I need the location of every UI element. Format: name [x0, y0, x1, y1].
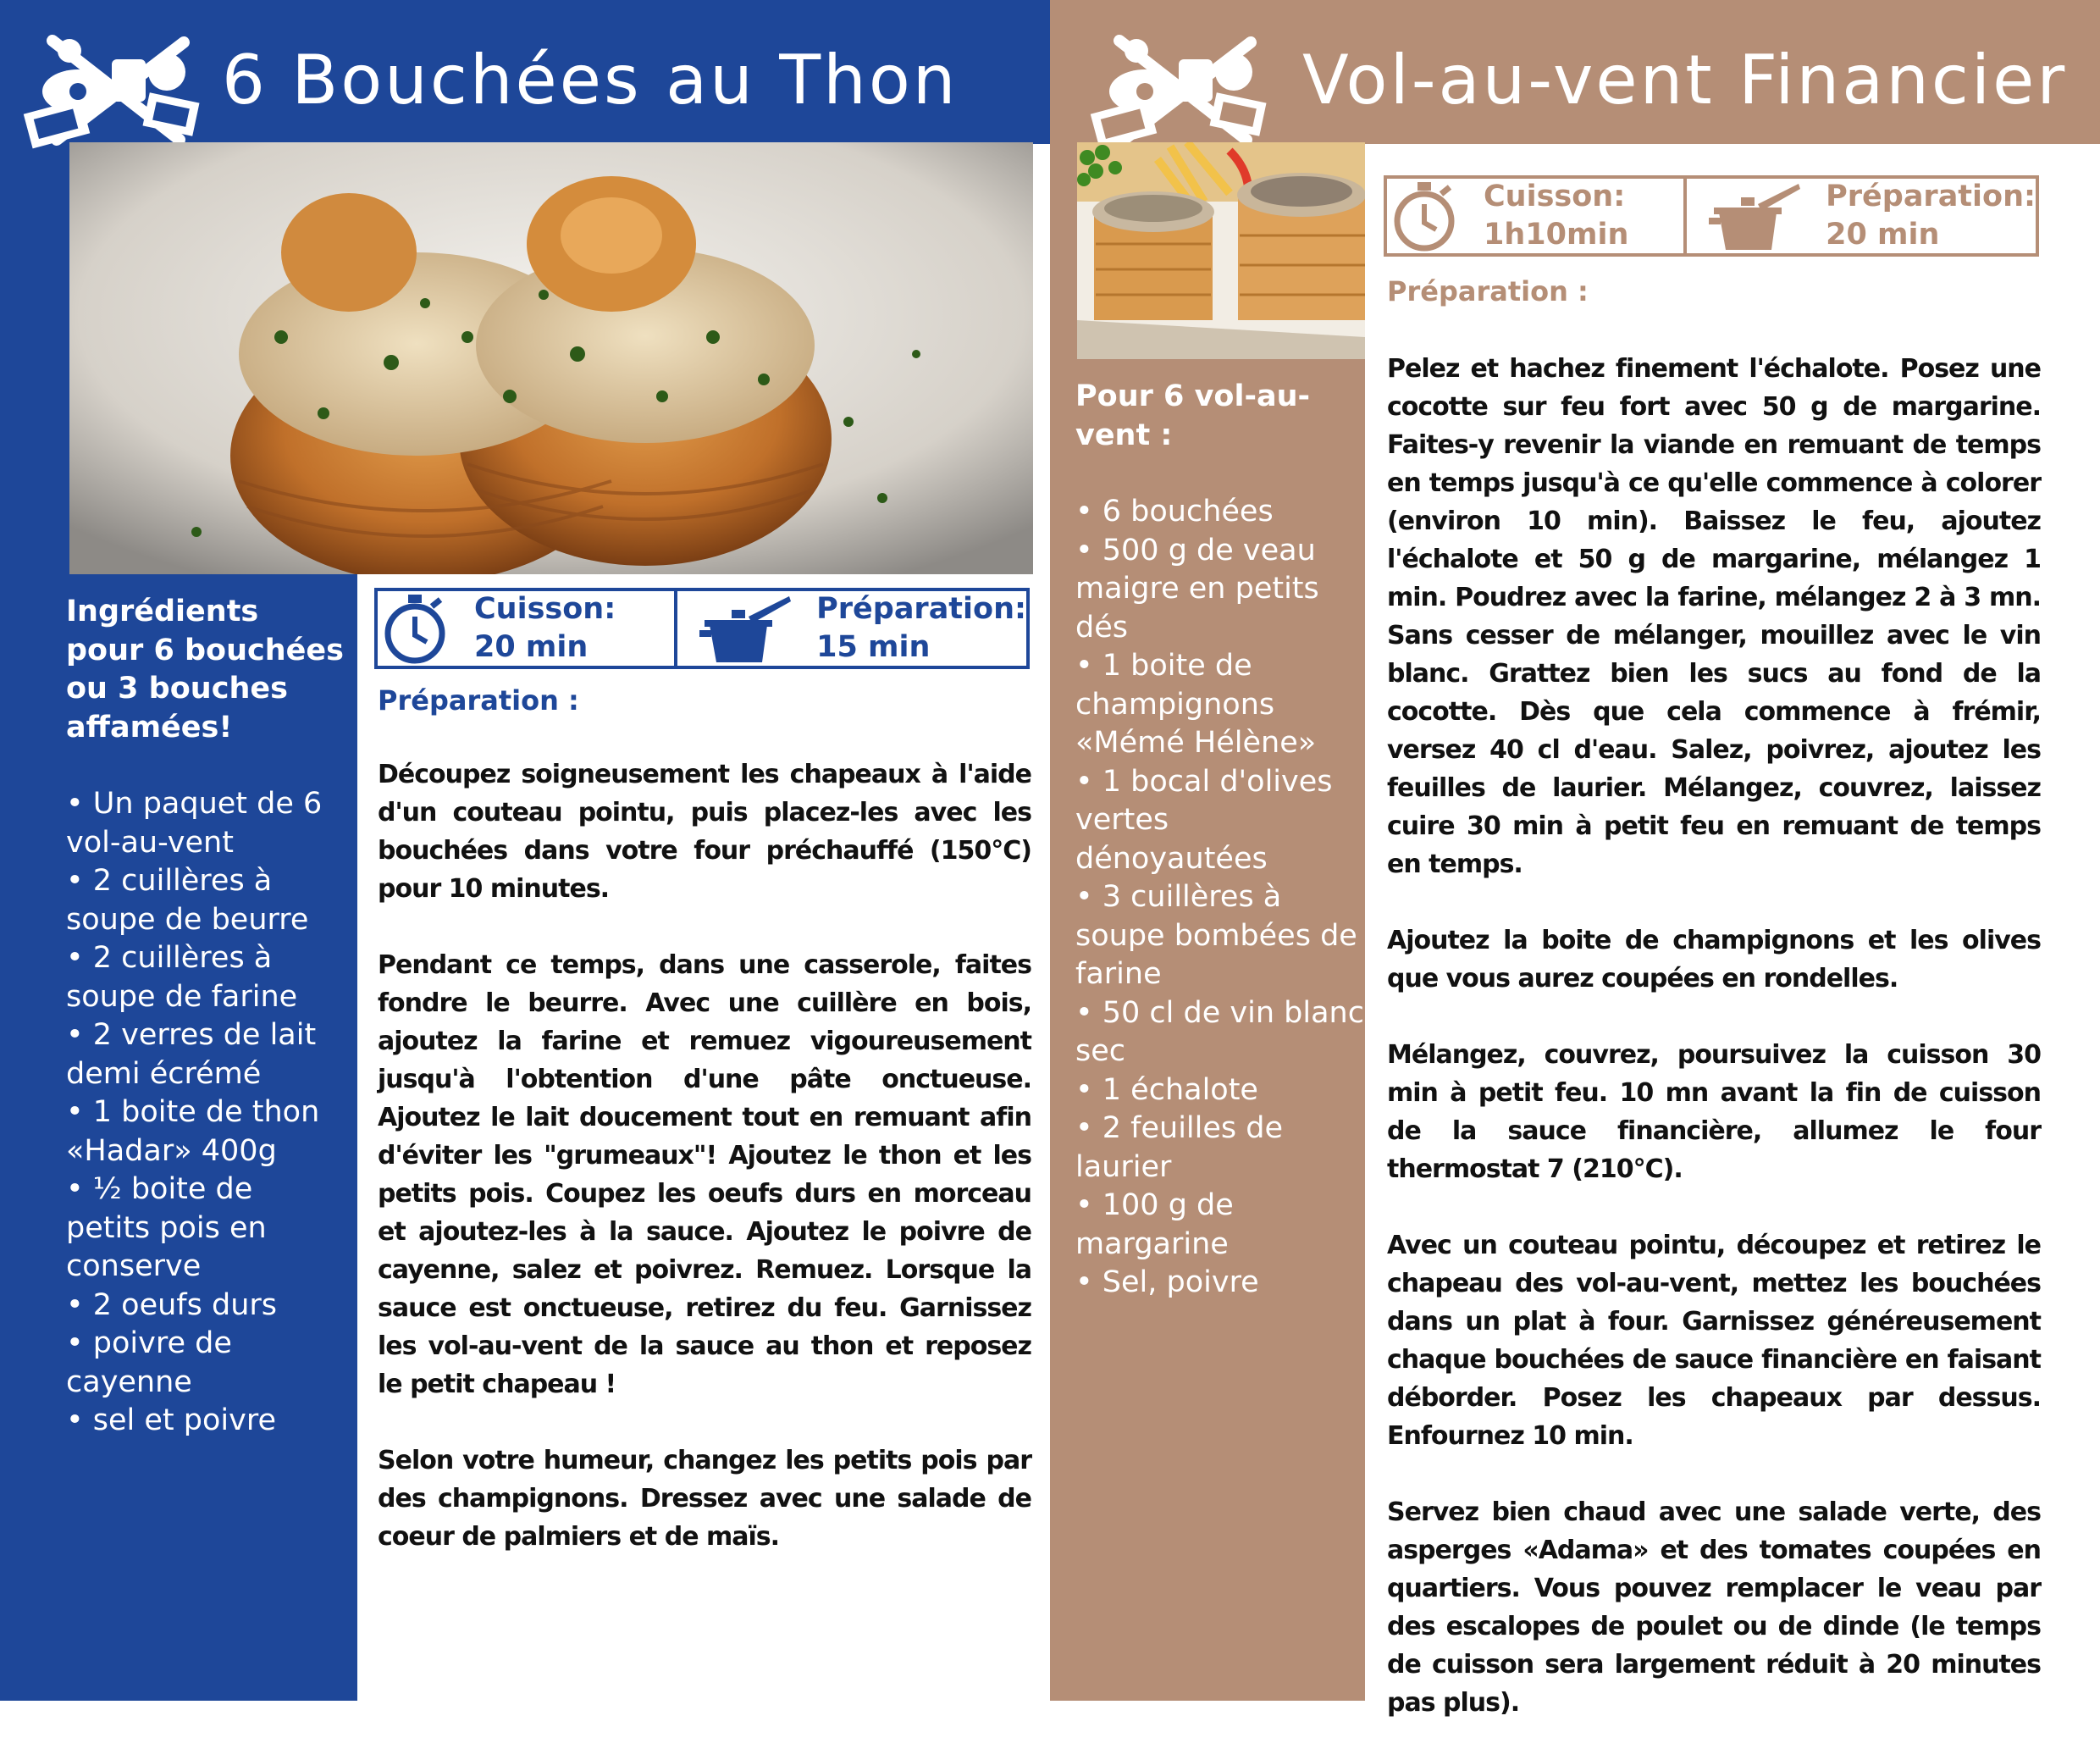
ingredient-item: • Sel, poivre — [1075, 1265, 1259, 1299]
ingredient-item: • poivre de cayenne — [66, 1326, 232, 1399]
cooking-pot-icon — [1707, 179, 1802, 253]
kitchen-logo-icon — [19, 25, 213, 152]
step-paragraph: Découpez soigneusement les chapeaux à l'aide d'un couteau pointu, puis placez-les avec les bouchées dans votre four préchauffé (150°C) pour 10 minutes. — [378, 760, 1031, 904]
left-time-box — [374, 588, 1030, 669]
cooking-time-cell — [1387, 179, 1683, 253]
cooking-label: Cuisson: — [1484, 180, 1626, 213]
prep-label: Préparation: — [1826, 180, 2036, 213]
prep-time: 15 min — [816, 630, 931, 664]
step-paragraph: Avec un couteau pointu, découpez et retirez le chapeau des vol-au-vent, mettez les bouchées dans un plat à four. Garnissez généreusement chaque bouchées de sauce financière en faisant déborder. Posez les chapeaux par dessus. Enfournez 10 min. — [1387, 1231, 2041, 1451]
ingredient-item: • 2 cuillères à soupe de farine — [66, 941, 298, 1014]
ingredient-item: • Un paquet de 6 vol-au-vent — [66, 787, 323, 860]
prep-time: 20 min — [1826, 218, 1940, 252]
left-recipe-title: 6 Bouchées au Thon — [222, 41, 959, 119]
ingredient-item: • 2 feuilles de laurier — [1075, 1111, 1284, 1184]
right-time-box — [1384, 175, 2039, 257]
preparation-heading: Préparation : — [378, 684, 579, 717]
ingredient-item: • 1 bocal d'olives vertes dénoyautées — [1075, 764, 1333, 876]
right-preparation-steps — [1387, 350, 2041, 1760]
cooking-time-cell — [378, 591, 674, 666]
stopwatch-icon — [1389, 179, 1465, 253]
ingredient-item: • 100 g de margarine — [1075, 1188, 1234, 1261]
preparation-heading: Préparation : — [1387, 275, 1589, 307]
ingredient-item: • 2 cuillères à soupe de beurre — [66, 864, 309, 937]
cooking-pot-icon — [698, 591, 793, 666]
step-paragraph: Pelez et hachez finement l'échalote. Posez une cocotte sur feu fort avec 50 g de margarine. Faites-y revenir la viande en remuant de temps en temps jusqu'à ce qu'elle commence à colorer (environ 10 min). Baissez le feu, ajoutez l'échalote et 50 g de margarine, mélangez 1 min. Poudrez avec la farine, mélangez 2 à 3 mn. Sans cesser de mélanger, mouillez avec le vin blanc. Grattez bien les sucs au fond de la cocotte. Dès que cela commence à frémir, versez 40 cl d'eau. Salez, poivrez, ajoutez les feuilles de laurier. Mélangez, couvrez, laissez cuire 30 min à petit feu en remuant de temps en temps. — [1387, 354, 2041, 879]
ingredient-item: • ½ boite de petits pois en conserve — [66, 1172, 267, 1283]
left-ingredients — [66, 593, 345, 1441]
prep-time-cell — [674, 591, 1026, 666]
ingredient-item: • 2 oeufs durs — [66, 1287, 277, 1322]
cooking-time: 1h10min — [1484, 218, 1629, 252]
stopwatch-icon — [379, 591, 456, 666]
right-recipe-title: Vol-au-vent Financier — [1302, 41, 2068, 119]
ingredients-heading: Ingrédients pour 6 bouchées ou 3 bouches affamées! — [66, 595, 344, 744]
prep-label: Préparation: — [816, 592, 1026, 626]
ingredient-item: • sel et poivre — [66, 1403, 276, 1437]
ingredients-heading: Pour 6 vol-au-vent : — [1075, 379, 1311, 452]
bouchees-thon-photo — [69, 142, 1033, 574]
prep-time-cell — [1683, 179, 2036, 253]
ingredient-item: • 1 boite de thon «Hadar» 400g — [66, 1095, 320, 1168]
ingredient-item: • 50 cl de vin blanc sec — [1075, 995, 1364, 1068]
cooking-label: Cuisson: — [474, 592, 616, 626]
ingredient-item: • 1 boite de champignons «Mémé Hélène» — [1075, 649, 1317, 760]
vol-au-vent-photo — [1077, 142, 1365, 359]
ingredient-item: • 3 cuillères à soupe bombées de farine — [1075, 880, 1357, 991]
ingredient-item: • 500 g de veau maigre en petits dés — [1075, 533, 1319, 645]
step-paragraph: Selon votre humeur, changez les petits pois par des champignons. Dressez avec une salade de coeur de palmiers et de maïs. — [378, 1446, 1031, 1552]
ingredient-item: • 1 échalote — [1075, 1072, 1258, 1107]
ingredient-item: • 6 bouchées — [1075, 495, 1274, 529]
left-preparation-steps — [378, 755, 1031, 1594]
right-ingredients — [1075, 378, 1365, 1303]
kitchen-logo-icon — [1086, 25, 1280, 152]
cooking-time: 20 min — [474, 630, 589, 664]
step-paragraph: Pendant ce temps, dans une casserole, faites fondre le beurre. Avec une cuillère en bois, ajoutez la farine et remuez vigoureusement jusqu'à l'obtention d'une pâte onctueuse. Ajoutez le lait doucement tout en remuant afin d'éviter les "grumeaux"! Ajoutez le thon et les petits pois. Coupez les oeufs durs en morceau et ajoutez-les à la sauce. Ajoutez le poivre de cayenne, salez et poivrez. Remuez. Lorsque la sauce est onctueuse, retirez du feu. Garnissez les vol-au-vent de la sauce au thon et reposez le petit chapeau ! — [378, 950, 1031, 1399]
step-paragraph: Ajoutez la boite de champignons et les olives que vous aurez coupées en rondelles. — [1387, 926, 2041, 993]
ingredient-item: • 2 verres de lait demi écrémé — [66, 1018, 317, 1091]
step-paragraph: Servez bien chaud avec une salade verte, des asperges «Adama» et des tomates coupées en quartiers. Vous pouvez remplacer le veau par des escalopes de poulet ou de dinde (le temps de cuisson sera largement réduit à 20 minutes pas plus). — [1387, 1497, 2041, 1718]
step-paragraph: Mélangez, couvrez, poursuivez la cuisson 30 min à petit feu. 10 mn avant la fin de cuisson de la sauce financière, allumez le four thermostat 7 (210°C). — [1387, 1040, 2041, 1184]
